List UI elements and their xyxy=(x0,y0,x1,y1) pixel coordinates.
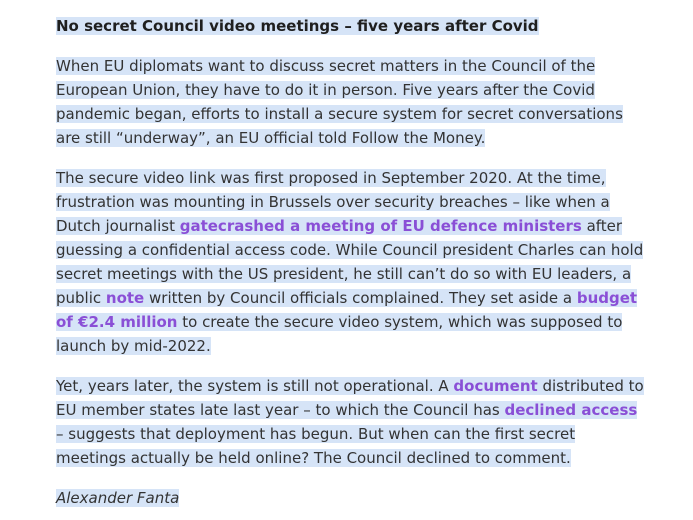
link-gatecrashed-meeting[interactable]: gatecrashed a meeting of EU defence ministers xyxy=(179,217,582,235)
headline-text: No secret Council video meetings – five years after Covid xyxy=(56,17,539,35)
paragraph-2-text-3: written by Council officials complained. They set aside a xyxy=(144,289,577,307)
paragraph-3-text-1: Yet, years later, the system is still not operational. A xyxy=(56,377,454,395)
paragraph-2-text-4: to create the secure video system, which was supposed to launch by mid-2022. xyxy=(56,313,623,355)
link-budget[interactable]: budget of €2.4 million xyxy=(56,289,638,331)
paragraph-1 xyxy=(56,54,646,150)
author-name: Alexander Fanta xyxy=(56,489,180,507)
article-headline xyxy=(56,14,646,38)
paragraph-3 xyxy=(56,374,646,470)
article xyxy=(56,14,646,510)
paragraph-2 xyxy=(56,166,646,358)
paragraph-1-text: When EU diplomats want to discuss secret matters in the Council of the European Union, they have to do it in person. Five years after the Covid pandemic began, efforts to install a secure system for secret conversations are still “underway”, an EU official told Follow the Money. xyxy=(56,57,623,147)
paragraph-2-text-2: after guessing a confidential access code. While Council president Charles can hold secret meetings with the US president, he still can’t do so with EU leaders, a public xyxy=(56,217,644,307)
link-note[interactable]: note xyxy=(105,289,145,307)
paragraph-3-text-2: distributed to EU member states late last year – to which the Council has xyxy=(56,377,644,419)
byline xyxy=(56,486,646,510)
link-declined-access[interactable]: declined access xyxy=(504,401,638,419)
link-document[interactable]: document xyxy=(453,377,538,395)
paragraph-2-text-1: The secure video link was first proposed in September 2020. At the time, frustration was mounting in Brussels over security breaches – like when a Dutch journalist xyxy=(56,169,610,235)
paragraph-3-text-3: – suggests that deployment has begun. But when can the first secret meetings actually be held online? The Council declined to comment. xyxy=(56,425,576,467)
